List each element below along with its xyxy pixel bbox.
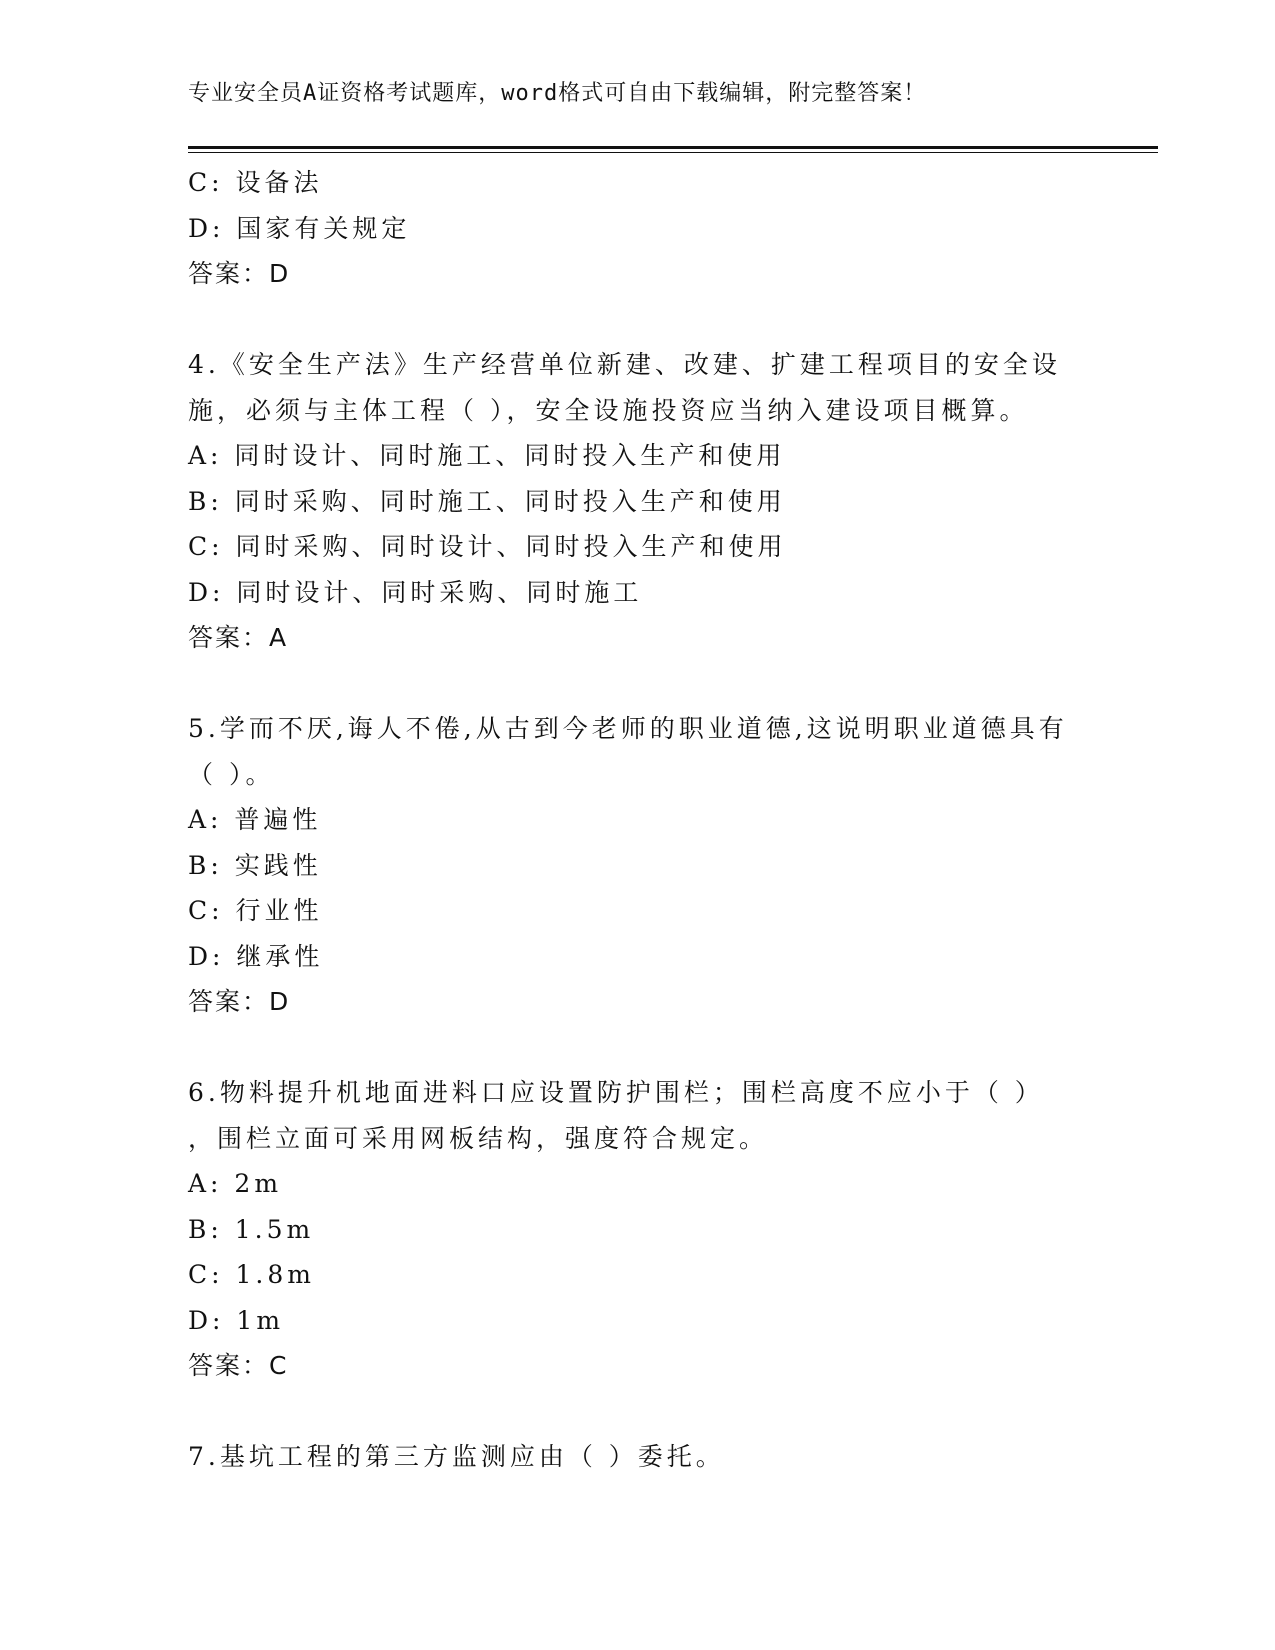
question-text: 6.物料提升机地面进料口应设置防护围栏；围栏高度不应小于（ ） [188,1078,1044,1107]
spacer [188,297,1088,343]
option-b: B: 1.5m [188,1214,315,1244]
question-3 [188,160,1088,297]
option-c: C: 1.8m [188,1260,315,1289]
option-d: D: 1m [188,1305,285,1335]
answer: 答案：C [188,1351,289,1380]
option-d: D: 同时设计、同时采购、同时施工 [188,577,643,607]
option-c: C: 同时采购、同时设计、同时投入生产和使用 [188,532,787,561]
spacer [188,1389,1088,1435]
question-text: 施，必须与主体工程（ ），安全设施投资应当纳入建设项目概算。 [188,395,1029,425]
option-c: C: 行业性 [188,896,323,925]
header-divider-thin [188,152,1158,153]
option-d: D: 继承性 [188,941,324,971]
option-a: A: 同时设计、同时施工、同时投入生产和使用 [188,441,786,470]
option-a: A: 普遍性 [188,805,322,834]
question-text: （ ）。 [188,759,275,789]
question-text: 7.基坑工程的第三方监测应由（ ）委托。 [188,1442,725,1471]
page-header: 专业安全员A证资格考试题库，word格式可自由下载编辑，附完整答案！ [188,81,927,106]
question-text: 4.《安全生产法》生产经营单位新建、改建、扩建工程项目的安全设 [188,350,1061,379]
answer: 答案：D [188,987,291,1016]
question-7 [188,1434,1088,1480]
question-content [188,160,1088,1480]
question-4 [188,342,1088,661]
question-text: ，围栏立面可采用网板结构，强度符合规定。 [188,1123,769,1153]
answer: 答案：D [188,259,291,288]
option-a: A: 2m [188,1169,283,1198]
question-5 [188,706,1088,1025]
option-d: D: 国家有关规定 [188,213,411,243]
spacer [188,1025,1088,1071]
option-b: B: 同时采购、同时施工、同时投入生产和使用 [188,486,786,516]
option-c: C: 设备法 [188,168,323,197]
question-text: 5.学而不厌,诲人不倦,从古到今老师的职业道德,这说明职业道德具有 [188,714,1068,743]
answer: 答案：A [188,623,289,652]
question-6 [188,1070,1088,1389]
header-divider-thick [188,146,1158,149]
spacer [188,661,1088,707]
option-b: B: 实践性 [188,850,322,880]
